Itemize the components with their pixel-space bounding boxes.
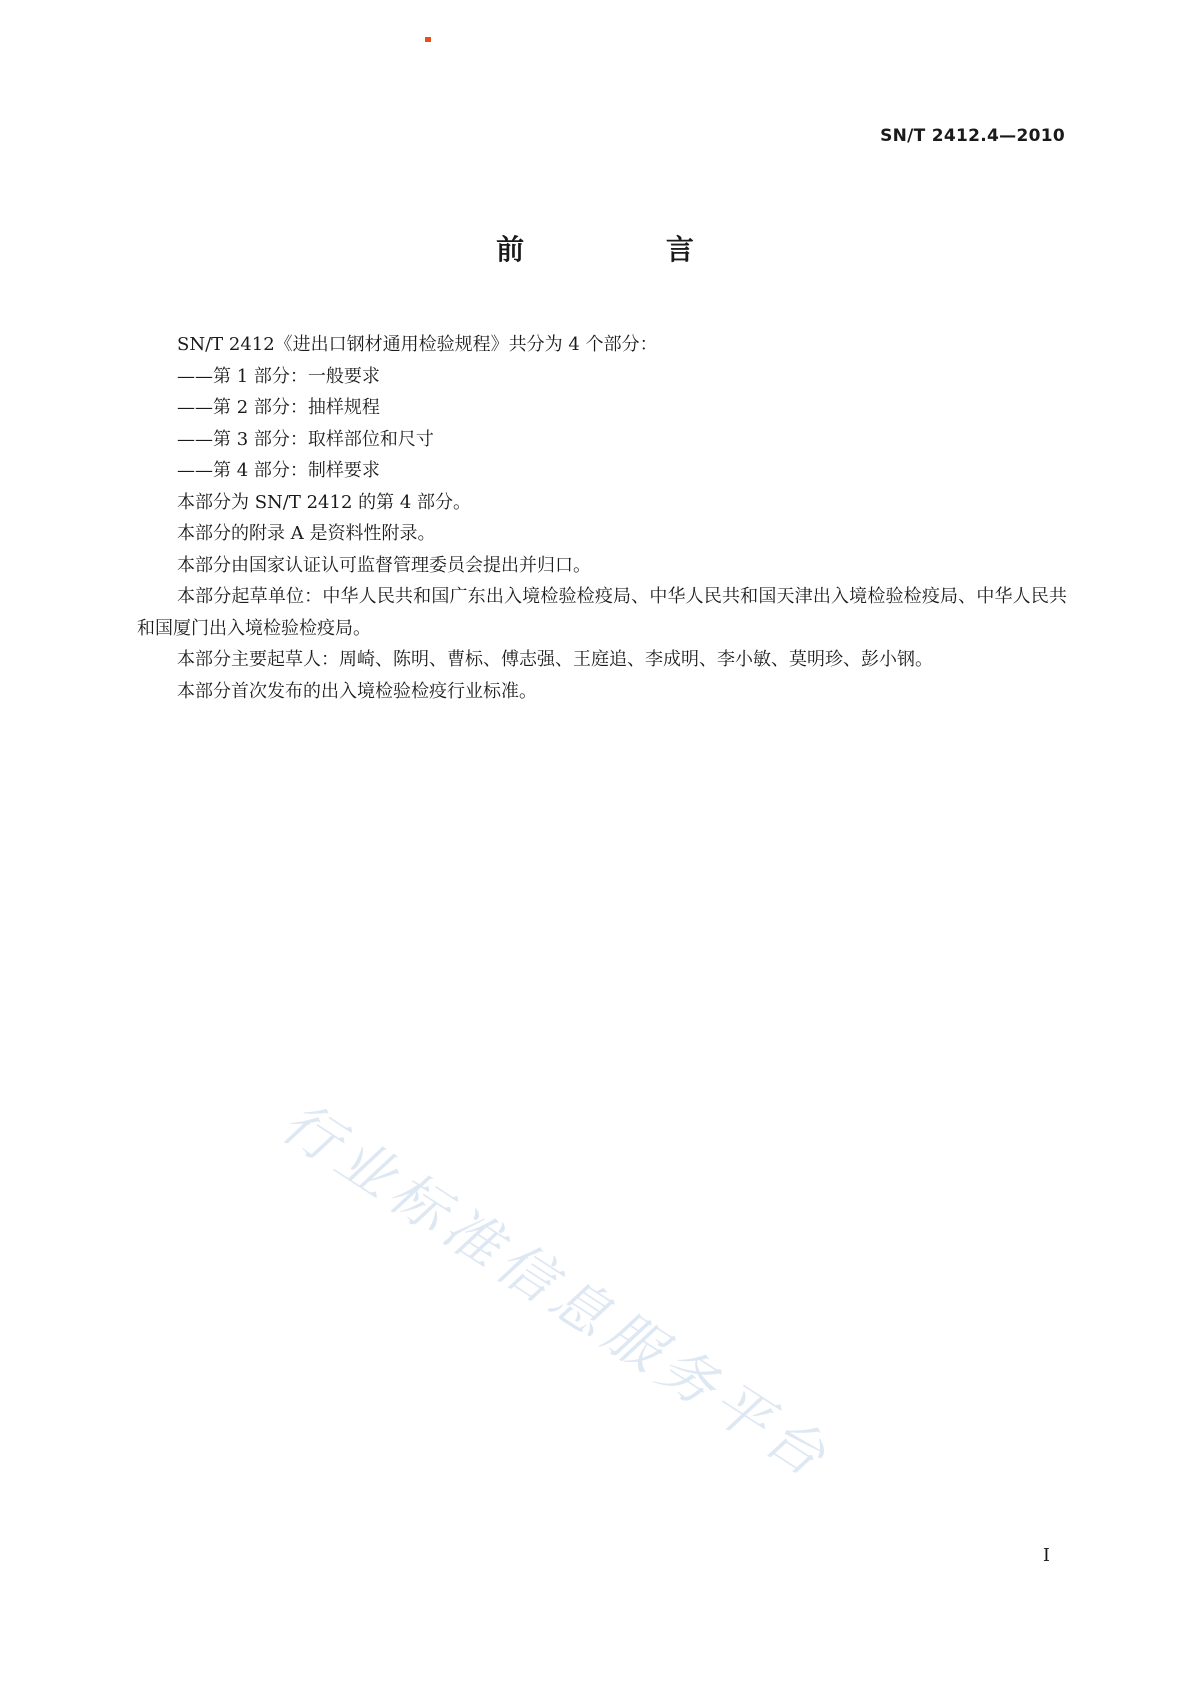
page-number: I [1042, 1545, 1050, 1566]
paragraph-first-release: 本部分首次发布的出入境检验检疫行业标准。 [177, 680, 537, 702]
paragraph-part-1: ——第 1 部分：一般要求 [177, 365, 380, 387]
standard-code: SN/T 2412.4—2010 [880, 126, 1065, 146]
foreword-body [137, 329, 1067, 707]
paragraph-part-4: ——第 4 部分：制样要求 [177, 460, 380, 481]
paragraph-drafting-units: 本部分起草单位：中华人民共和国广东出入境检验检疫局、中华人民共和国天津出入境检验检疫局、中华人民共和国厦门出入境检验检疫局。 [137, 586, 1067, 639]
paragraph-drafters: 本部分主要起草人：周崎、陈明、曹标、傅志强、王庭追、李成明、李小敏、莫明珍、彭小钢。 [177, 649, 933, 670]
paragraph-proposer: 本部分由国家认证认可监督管理委员会提出并归口。 [177, 554, 591, 576]
page-title: 前 言 [496, 233, 760, 266]
watermark: 行业标准信息服务平台 [270, 1090, 843, 1494]
top-color-mark [425, 37, 431, 42]
paragraph-part-2: ——第 2 部分：抽样规程 [177, 397, 380, 418]
paragraph-part-3: ——第 3 部分：取样部位和尺寸 [177, 428, 434, 450]
paragraph-this-part: 本部分为 SN/T 2412 的第 4 部分。 [177, 491, 472, 513]
paragraph-annex: 本部分的附录 A 是资料性附录。 [177, 523, 436, 544]
paragraph-intro: SN/T 2412《进出口钢材通用检验规程》共分为 4 个部分： [177, 334, 658, 355]
